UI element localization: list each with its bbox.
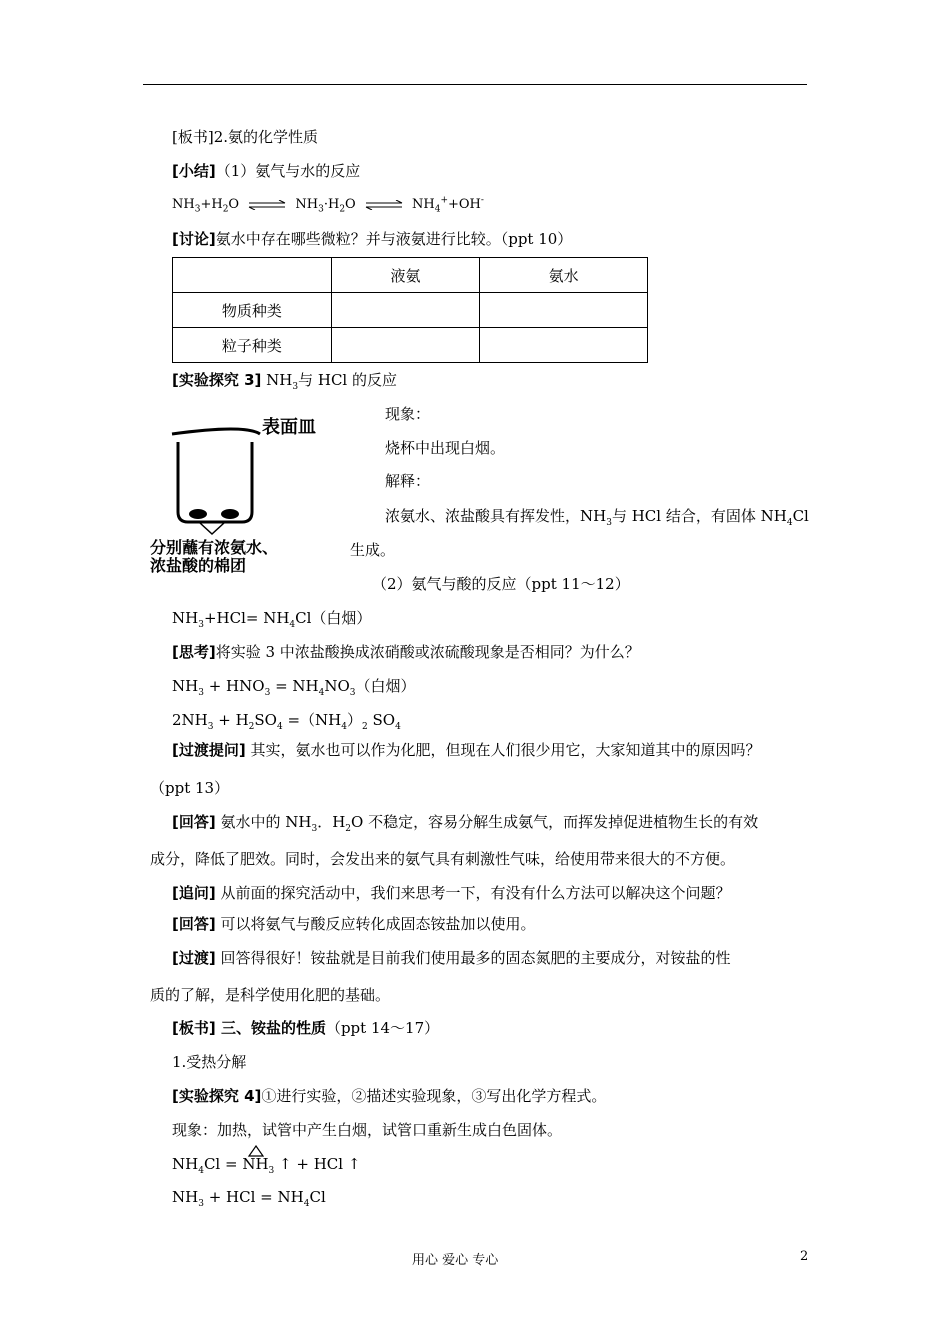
table-row — [173, 293, 648, 328]
heat-triangle-icon — [248, 1145, 264, 1157]
table-cell — [331, 328, 480, 363]
label-watch-glass: 表面皿 — [262, 417, 316, 438]
table-cell — [480, 328, 648, 363]
table-cell: 氨水 — [480, 258, 648, 293]
line-experiment-3: [实验探究 3] $NH_3$与 HCl 的反应 — [172, 371, 397, 392]
line-followup: [追问] 从前面的探究活动中，我们来思考一下，有没有什么方法可以解决这个问题？ — [172, 884, 731, 902]
reversible-arrow-icon — [247, 200, 287, 210]
phenomenon-text: 烧杯中出现白烟。 — [385, 439, 506, 457]
equation-nh3-hno3: $NH_3 + HNO_3 = NH_4NO_3$（白烟） — [172, 677, 416, 698]
equation-nh3-h2so4: $2NH_3 + H_2SO_4 =(NH_4)_2$ $SO_4$ — [172, 711, 401, 732]
acid-reaction-title: （2）氨气与酸的反应（ppt 11～12） — [372, 575, 630, 593]
line-answer-1-cont: 成分，降低了肥效。同时，会发出来的氨气具有刺激性气味，给使用带来很大的不方便。 — [150, 850, 736, 868]
table-row — [173, 328, 648, 363]
explanation-text-2: 生成。 — [350, 541, 396, 559]
line-discussion: [讨论]氨水中存在哪些微粒？并与液氨进行比较。（ppt 10） — [172, 230, 573, 248]
header-rule — [143, 84, 807, 85]
phenomenon-title: 现象： — [385, 405, 431, 423]
footer-motto: 用心 爱心 专心 — [412, 1253, 499, 1268]
line-board-title: [板书]2.氨的化学性质 — [172, 128, 319, 146]
line-summary: [小结]（1）氨气与水的反应 — [172, 162, 361, 180]
table-cell — [480, 293, 648, 328]
line-think: [思考]将实验 3 中浓盐酸换成浓硝酸或浓硫酸现象是否相同？为什么？ — [172, 643, 640, 661]
explanation-title: 解释： — [385, 472, 431, 490]
comparison-table — [172, 257, 648, 363]
equation-nh3-hcl: $NH_3+HCl= NH_4Cl$（白烟） — [172, 609, 372, 630]
label-cotton-2: 浓盐酸的棉团 — [150, 556, 247, 575]
line-transition-question: [过渡提问] 其实，氨水也可以作为化肥，但现在人们很少用它，大家知道其中的原因吗？ — [172, 741, 761, 759]
table-row — [173, 258, 648, 293]
line-transition: [过渡] 回答得很好！铵盐就是目前我们使用最多的固态氮肥的主要成分，对铵盐的性 — [172, 949, 731, 967]
table-cell: 粒子种类 — [173, 328, 332, 363]
reversible-arrow-icon — [364, 200, 404, 210]
line-transition-question-2: （ppt 13） — [150, 779, 230, 797]
equation-ammonia-water: $NH_3+H_2O$ $NH_3\cdot H_2O$ $NH_4^++OH^-$ — [172, 195, 484, 215]
equation-recombination: $NH_3$ + HCl = $NH_4Cl$ — [172, 1188, 326, 1209]
equation-decomposition: $NH_4Cl = NH_3$ ↑ + HCl ↑ — [172, 1155, 361, 1176]
line-phenomenon-4: 现象：加热，试管中产生白烟，试管口重新生成白色固体。 — [172, 1121, 563, 1139]
line-heat-decomposition: 1.受热分解 — [172, 1053, 247, 1071]
beaker-figure — [150, 412, 345, 577]
label-cotton-1: 分别蘸有浓氨水、 — [150, 538, 279, 557]
line-board-3: [板书] 三、铵盐的性质（ppt 14～17） — [172, 1019, 440, 1037]
table-cell: 物质种类 — [173, 293, 332, 328]
line-answer-1: [回答] 氨水中的 $NH_3$．$H_2O$ 不稳定，容易分解生成氨气，而挥发掉促进植物生长的有效 — [172, 813, 759, 834]
table-cell: 液氨 — [331, 258, 480, 293]
table-cell — [173, 258, 332, 293]
page-number: 2 — [800, 1249, 809, 1264]
line-experiment-4: [实验探究 4]①进行实验，②描述实验现象，③写出化学方程式。 — [172, 1087, 607, 1105]
table-cell — [331, 293, 480, 328]
line-transition-cont: 质的了解，是科学使用化肥的基础。 — [150, 986, 391, 1004]
line-answer-2: [回答] 可以将氨气与酸反应转化成固态铵盐加以使用。 — [172, 915, 536, 933]
explanation-text: 浓氨水、浓盐酸具有挥发性，$NH_3$与 HCl 结合，有固体 $NH_4Cl$ — [385, 507, 809, 528]
